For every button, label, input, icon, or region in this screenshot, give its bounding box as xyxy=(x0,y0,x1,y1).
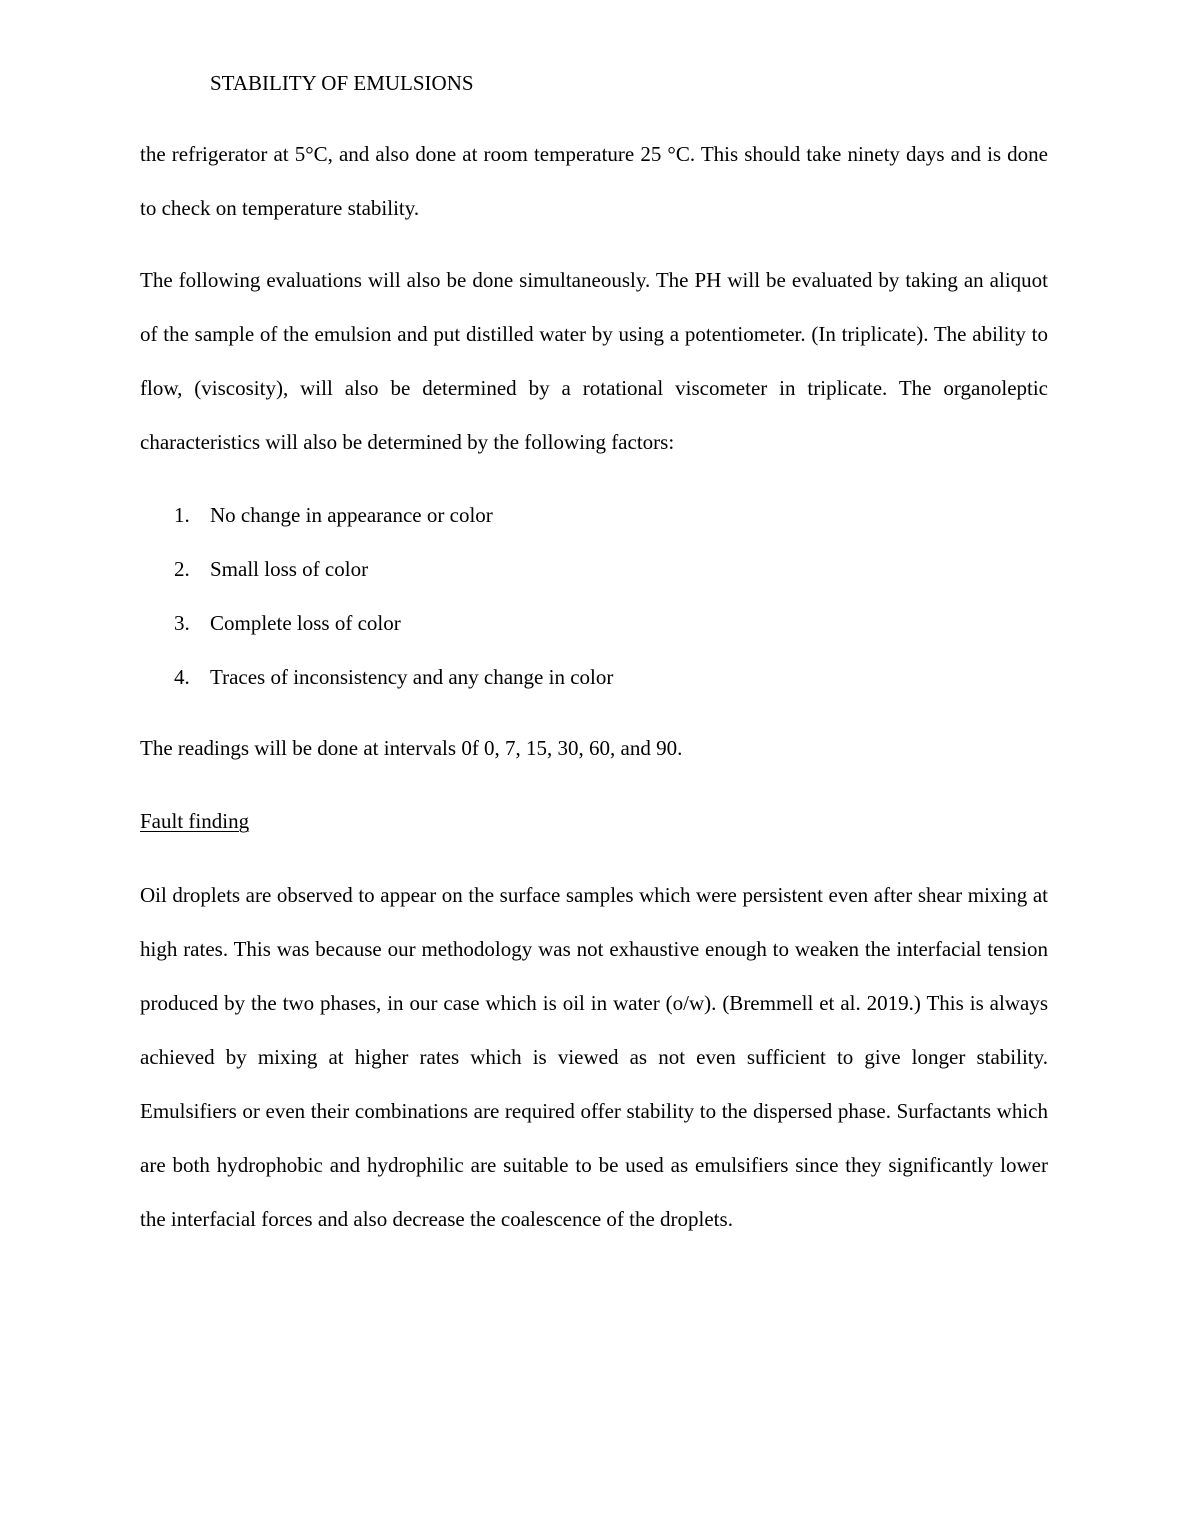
list-item xyxy=(140,596,1048,650)
list-item xyxy=(140,650,1048,704)
section-heading-text: Fault finding xyxy=(140,809,250,833)
paragraph-fault-finding: Oil droplets are observed to appear on the surface samples which were persistent even after shear mixing at high rates. This was because our methodology was not exhaustive enough to weaken the interfacial tension produced by the two phases, in our case which is oil in water (o/w). (Bremmell et al. 2019.) This is always achieved by mixing at higher rates which is viewed as not even sufficient to give longer stability. Emulsifiers or even their combinations are required offer stability to the dispersed phase. Surfactants which are both hydrophobic and hydrophilic are suitable to be used as emulsifiers since they significantly lower the interfacial forces and also decrease the coalescence of the droplets. xyxy=(140,883,1048,1231)
list-item-text: Traces of inconsistency and any change in color xyxy=(210,665,614,689)
paragraph-evaluations: The following evaluations will also be done simultaneously. The PH will be evaluated by taking an aliquot of the sample of the emulsion and put distilled water by using a potentiometer. (In triplicate). The ability to flow, (viscosity), will also be determined by a rotational viscometer in triplicate. The organoleptic characteristics will also be determined by the following factors: xyxy=(140,268,1048,454)
list-item-number: 2. xyxy=(174,557,190,581)
list-item xyxy=(140,542,1048,596)
list-item-number: 4. xyxy=(174,665,190,689)
organoleptic-factors-list xyxy=(140,488,1048,704)
section-heading xyxy=(140,794,249,848)
paragraph-temperature-stability: the refrigerator at 5°C, and also done at room temperature 25 °C. This should take ninety days and is done to check on temperature stability. xyxy=(140,142,1048,220)
list-item-text: No change in appearance or color xyxy=(210,503,493,527)
list-item-number: 1. xyxy=(174,503,190,527)
list-item-text: Complete loss of color xyxy=(210,611,401,635)
list-item-number: 3. xyxy=(174,611,190,635)
paragraph-readings: The readings will be done at intervals 0f 0, 7, 15, 30, 60, and 90. xyxy=(140,736,683,760)
running-head: STABILITY OF EMULSIONS xyxy=(210,71,474,95)
list-item xyxy=(140,488,1048,542)
list-item-text: Small loss of color xyxy=(210,557,369,581)
